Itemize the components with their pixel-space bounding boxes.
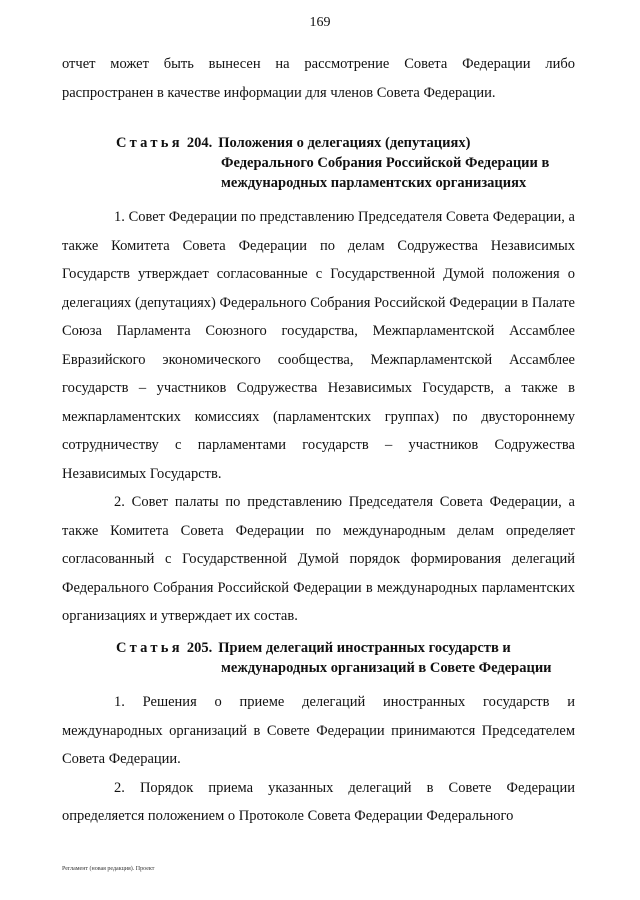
intro-block bbox=[62, 50, 575, 107]
article-number: 205. bbox=[186, 640, 213, 656]
article-number: 204. bbox=[186, 135, 213, 151]
article-205-paragraph-2: 2. Порядок приема указанных делегаций в Совете Федерации определяется положением о Протоколе Совета Федерации Федерального bbox=[62, 779, 575, 824]
article-title-line-1: Прием делегаций иностранных государств и bbox=[218, 640, 511, 656]
intro-paragraph: отчет может быть вынесен на рассмотрение Совета Федерации либо распространен в качестве информации для членов Совета Федерации. bbox=[62, 56, 575, 101]
article-204-body bbox=[62, 203, 575, 631]
article-label: Статья bbox=[116, 640, 183, 656]
article-title-line-1: Положения о делегациях (депутациях) bbox=[218, 135, 471, 151]
article-title-line-3: международных парламентских организациях bbox=[221, 175, 527, 191]
page-number: 169 bbox=[309, 15, 331, 30]
article-205-paragraph-1: 1. Решения о приеме делегаций иностранных государств и международных организаций в Совете Федерации принимаются Председателем Совета Федерации. bbox=[62, 694, 575, 767]
article-204-heading bbox=[116, 133, 576, 193]
article-204-paragraph-2: 2. Совет палаты по представлению Председателя Совета Федерации, а также Комитета Совета Федерации по международным делам определяет согласованный с Государственной Думой порядок формирования делегаций Федерального Собрания Российской Федерации в международных парламентских организациях и утверждает их состав. bbox=[62, 494, 575, 624]
article-label: Статья bbox=[116, 135, 183, 151]
article-205-heading bbox=[116, 638, 576, 678]
footer-note: Регламент (новая редакция). Проект bbox=[62, 866, 155, 872]
article-204-paragraph-1: 1. Совет Федерации по представлению Председателя Совета Федерации, а также Комитета Совета Федерации по делам Содружества Независимых Государств утверждает согласованные с Государственной Думой положения о делегациях (депутациях) Федерального Собрания Российской Федерации в Палате Союза Парламента Союзного государства, Межпарламентской Ассамблее Евразийского экономического сообщества, Межпарламентской Ассамблее государств – участников Содружества Независимых Государств, а также в межпарламентских комиссиях (парламентских группах) по двустороннему сотрудничеству с парламентами государств – участников Содружества Независимых Государств. bbox=[62, 209, 575, 482]
article-title-line-2: Федерального Собрания Российской Федерации в bbox=[221, 155, 550, 171]
article-205-body bbox=[62, 688, 575, 831]
article-title-line-2: международных организаций в Совете Федерации bbox=[221, 660, 552, 676]
